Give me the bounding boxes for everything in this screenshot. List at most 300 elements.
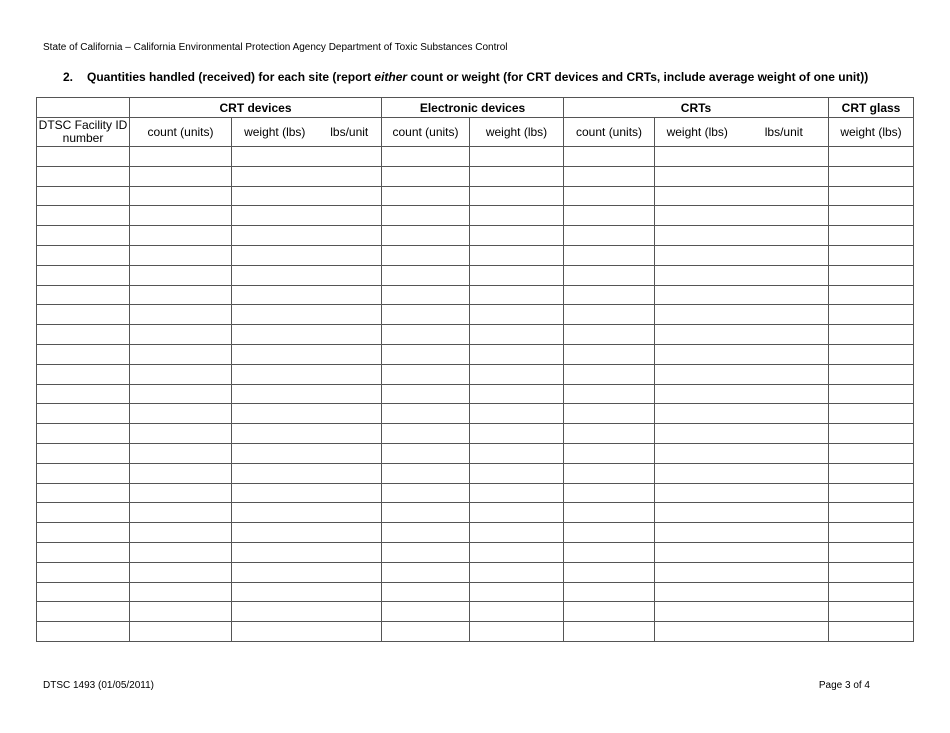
table-row	[37, 404, 914, 424]
crts-weight-cell[interactable]	[655, 226, 740, 246]
crt-devices-lbs-unit-cell[interactable]	[318, 344, 382, 364]
electronic-devices-count-cell[interactable]	[382, 364, 470, 384]
facility-id-cell[interactable]	[37, 245, 130, 265]
table-row	[37, 226, 914, 246]
crts-weight-cell[interactable]	[655, 245, 740, 265]
crts-lbs-unit-cell[interactable]	[740, 602, 829, 622]
electronic-devices-weight-cell[interactable]	[470, 384, 564, 404]
crts-lbs-unit-header: lbs/unit	[740, 118, 829, 147]
crt-glass-weight-cell[interactable]	[829, 285, 914, 305]
crts-lbs-unit-cell[interactable]	[740, 542, 829, 562]
crts-weight-cell[interactable]	[655, 602, 740, 622]
crt-glass-weight-cell[interactable]	[829, 523, 914, 543]
electronic-devices-count-cell[interactable]	[382, 582, 470, 602]
crt-glass-weight-cell[interactable]	[829, 364, 914, 384]
electronic-devices-count-cell[interactable]	[382, 344, 470, 364]
crts-count-cell[interactable]	[564, 384, 655, 404]
electronic-devices-count-cell[interactable]	[382, 226, 470, 246]
crts-count-cell[interactable]	[564, 483, 655, 503]
table-row	[37, 384, 914, 404]
crts-weight-cell[interactable]	[655, 325, 740, 345]
crt-glass-weight-cell[interactable]	[829, 404, 914, 424]
agency-header: State of California – California Environmental Protection Agency Department of Toxic Substances Control	[43, 42, 508, 53]
electronic-devices-count-cell[interactable]	[382, 523, 470, 543]
crts-weight-cell[interactable]	[655, 542, 740, 562]
crts-lbs-unit-cell[interactable]	[740, 523, 829, 543]
crt-glass-weight-cell[interactable]	[829, 226, 914, 246]
crts-count-header: count (units)	[564, 118, 655, 147]
crts-count-cell[interactable]	[564, 503, 655, 523]
crt-devices-weight-cell[interactable]	[232, 443, 318, 463]
table-row	[37, 443, 914, 463]
electronic-devices-count-cell[interactable]	[382, 443, 470, 463]
crts-count-cell[interactable]	[564, 305, 655, 325]
facility-id-cell[interactable]	[37, 166, 130, 186]
facility-id-cell[interactable]	[37, 503, 130, 523]
crts-weight-cell[interactable]	[655, 147, 740, 167]
electronic-devices-weight-cell[interactable]	[470, 206, 564, 226]
electronic-devices-weight-header: weight (lbs)	[470, 118, 564, 147]
crt-devices-weight-cell[interactable]	[232, 226, 318, 246]
crt-devices-weight-cell[interactable]	[232, 463, 318, 483]
table-row	[37, 483, 914, 503]
crts-group-header: CRTs	[564, 98, 829, 118]
crt-devices-count-cell[interactable]	[130, 424, 232, 444]
crts-weight-cell[interactable]	[655, 305, 740, 325]
facility-group-header	[37, 98, 130, 118]
crts-weight-cell[interactable]	[655, 404, 740, 424]
crt-devices-lbs-unit-cell[interactable]	[318, 542, 382, 562]
crt-devices-weight-cell[interactable]	[232, 542, 318, 562]
crt-glass-weight-cell[interactable]	[829, 483, 914, 503]
table-row	[37, 463, 914, 483]
electronic-devices-count-cell[interactable]	[382, 147, 470, 167]
electronic-devices-weight-cell[interactable]	[470, 523, 564, 543]
electronic-devices-count-cell[interactable]	[382, 404, 470, 424]
crts-weight-cell[interactable]	[655, 463, 740, 483]
crt-devices-count-cell[interactable]	[130, 562, 232, 582]
crt-devices-weight-cell[interactable]	[232, 404, 318, 424]
crt-devices-weight-cell[interactable]	[232, 285, 318, 305]
crt-glass-weight-cell[interactable]	[829, 384, 914, 404]
crts-weight-cell[interactable]	[655, 582, 740, 602]
electronic-devices-count-header: count (units)	[382, 118, 470, 147]
crts-lbs-unit-cell[interactable]	[740, 265, 829, 285]
crts-count-cell[interactable]	[564, 622, 655, 642]
electronic-devices-count-cell[interactable]	[382, 285, 470, 305]
electronic-devices-weight-cell[interactable]	[470, 503, 564, 523]
electronic-devices-count-cell[interactable]	[382, 503, 470, 523]
table-row	[37, 424, 914, 444]
electronic-devices-weight-cell[interactable]	[470, 265, 564, 285]
table-row	[37, 523, 914, 543]
section-number: 2.	[63, 70, 74, 84]
form-id: DTSC 1493 (01/05/2011)	[43, 680, 154, 691]
crts-weight-cell[interactable]	[655, 622, 740, 642]
crt-devices-count-cell[interactable]	[130, 364, 232, 384]
electronic-devices-weight-cell[interactable]	[470, 463, 564, 483]
crt-glass-weight-cell[interactable]	[829, 582, 914, 602]
crt-glass-weight-header: weight (lbs)	[829, 118, 914, 147]
page-number: Page 3 of 4	[818, 680, 870, 691]
facility-id-cell[interactable]	[37, 265, 130, 285]
crt-devices-lbs-unit-cell[interactable]	[318, 384, 382, 404]
crts-count-cell[interactable]	[564, 424, 655, 444]
crt-devices-weight-cell[interactable]	[232, 305, 318, 325]
crt-glass-weight-cell[interactable]	[829, 542, 914, 562]
electronic-devices-weight-cell[interactable]	[470, 166, 564, 186]
electronic-devices-count-cell[interactable]	[382, 463, 470, 483]
facility-id-cell[interactable]	[37, 325, 130, 345]
electronic-devices-count-cell[interactable]	[382, 325, 470, 345]
facility-id-cell[interactable]	[37, 384, 130, 404]
electronic-devices-weight-cell[interactable]	[470, 424, 564, 444]
crt-devices-weight-cell[interactable]	[232, 245, 318, 265]
facility-id-cell[interactable]	[37, 622, 130, 642]
facility-id-cell[interactable]	[37, 443, 130, 463]
entry-rows	[37, 147, 914, 642]
crt-devices-count-cell[interactable]	[130, 166, 232, 186]
crt-devices-count-cell[interactable]	[130, 265, 232, 285]
crts-count-cell[interactable]	[564, 166, 655, 186]
table-row	[37, 206, 914, 226]
crts-count-cell[interactable]	[564, 265, 655, 285]
crts-weight-cell[interactable]	[655, 265, 740, 285]
crt-devices-lbs-unit-cell[interactable]	[318, 602, 382, 622]
crts-count-cell[interactable]	[564, 602, 655, 622]
crts-lbs-unit-cell[interactable]	[740, 245, 829, 265]
crts-count-cell[interactable]	[564, 562, 655, 582]
crts-count-cell[interactable]	[564, 344, 655, 364]
crt-devices-count-cell[interactable]	[130, 503, 232, 523]
crts-lbs-unit-cell[interactable]	[740, 404, 829, 424]
electronic-devices-weight-cell[interactable]	[470, 582, 564, 602]
crt-glass-weight-cell[interactable]	[829, 443, 914, 463]
electronic-devices-weight-cell[interactable]	[470, 404, 564, 424]
table-row	[37, 503, 914, 523]
crt-devices-lbs-unit-cell[interactable]	[318, 523, 382, 543]
crts-lbs-unit-cell[interactable]	[740, 206, 829, 226]
crts-count-cell[interactable]	[564, 404, 655, 424]
electronic-devices-count-cell[interactable]	[382, 206, 470, 226]
crt-devices-lbs-unit-cell[interactable]	[318, 582, 382, 602]
table-row	[37, 147, 914, 167]
crts-lbs-unit-cell[interactable]	[740, 384, 829, 404]
electronic-devices-weight-cell[interactable]	[470, 325, 564, 345]
crt-devices-weight-cell[interactable]	[232, 364, 318, 384]
facility-id-cell[interactable]	[37, 285, 130, 305]
electronic-devices-weight-cell[interactable]	[470, 305, 564, 325]
crts-lbs-unit-cell[interactable]	[740, 443, 829, 463]
crt-devices-count-cell[interactable]	[130, 483, 232, 503]
crts-weight-cell[interactable]	[655, 285, 740, 305]
crts-lbs-unit-cell[interactable]	[740, 424, 829, 444]
table-row	[37, 305, 914, 325]
crts-lbs-unit-cell[interactable]	[740, 364, 829, 384]
crt-devices-lbs-unit-cell[interactable]	[318, 325, 382, 345]
crts-count-cell[interactable]	[564, 463, 655, 483]
electronic-devices-count-cell[interactable]	[382, 622, 470, 642]
electronic-devices-weight-cell[interactable]	[470, 562, 564, 582]
crts-weight-cell[interactable]	[655, 344, 740, 364]
crts-count-cell[interactable]	[564, 285, 655, 305]
crts-lbs-unit-cell[interactable]	[740, 325, 829, 345]
crts-lbs-unit-cell[interactable]	[740, 622, 829, 642]
crt-devices-weight-cell[interactable]	[232, 562, 318, 582]
electronic-devices-count-cell[interactable]	[382, 483, 470, 503]
electronic-devices-count-cell[interactable]	[382, 384, 470, 404]
crts-weight-cell[interactable]	[655, 424, 740, 444]
crt-devices-count-cell[interactable]	[130, 542, 232, 562]
electronic-devices-count-cell[interactable]	[382, 602, 470, 622]
facility-id-cell[interactable]	[37, 562, 130, 582]
crt-devices-count-cell[interactable]	[130, 463, 232, 483]
crt-glass-weight-cell[interactable]	[829, 166, 914, 186]
crt-glass-weight-cell[interactable]	[829, 325, 914, 345]
facility-id-cell[interactable]	[37, 226, 130, 246]
electronic-devices-weight-cell[interactable]	[470, 245, 564, 265]
facility-id-cell[interactable]	[37, 206, 130, 226]
crt-devices-weight-cell[interactable]	[232, 325, 318, 345]
crts-lbs-unit-cell[interactable]	[740, 483, 829, 503]
electronic-devices-count-cell[interactable]	[382, 265, 470, 285]
crt-devices-count-cell[interactable]	[130, 245, 232, 265]
crt-devices-lbs-unit-cell[interactable]	[318, 443, 382, 463]
crt-devices-count-cell[interactable]	[130, 186, 232, 206]
facility-id-cell[interactable]	[37, 404, 130, 424]
section-title-part-2: count or weight (for CRT devices and CRTs, include average weight of one unit))	[407, 70, 869, 84]
crts-weight-cell[interactable]	[655, 523, 740, 543]
electronic-devices-count-cell[interactable]	[382, 186, 470, 206]
quantities-table	[36, 97, 914, 642]
electronic-devices-weight-cell[interactable]	[470, 622, 564, 642]
crt-devices-weight-cell[interactable]	[232, 582, 318, 602]
crt-devices-weight-cell[interactable]	[232, 384, 318, 404]
section-title-part-1: Quantities handled (received) for each site (report	[87, 70, 375, 84]
crt-devices-count-cell[interactable]	[130, 147, 232, 167]
electronic-devices-count-cell[interactable]	[382, 245, 470, 265]
crt-glass-weight-cell[interactable]	[829, 206, 914, 226]
crt-devices-count-cell[interactable]	[130, 226, 232, 246]
crt-devices-count-header: count (units)	[130, 118, 232, 147]
crts-weight-header: weight (lbs)	[655, 118, 740, 147]
table-row	[37, 344, 914, 364]
crt-devices-count-cell[interactable]	[130, 622, 232, 642]
crt-devices-weight-cell[interactable]	[232, 503, 318, 523]
crt-glass-weight-cell[interactable]	[829, 265, 914, 285]
table-row	[37, 325, 914, 345]
electronic-devices-weight-cell[interactable]	[470, 483, 564, 503]
crts-lbs-unit-cell[interactable]	[740, 226, 829, 246]
table-row	[37, 285, 914, 305]
crt-devices-weight-cell[interactable]	[232, 622, 318, 642]
crts-count-cell[interactable]	[564, 443, 655, 463]
crt-devices-weight-header: weight (lbs)	[232, 118, 318, 147]
facility-id-cell[interactable]	[37, 305, 130, 325]
crts-weight-cell[interactable]	[655, 206, 740, 226]
crts-weight-cell[interactable]	[655, 483, 740, 503]
electronic-devices-weight-cell[interactable]	[470, 226, 564, 246]
crt-devices-count-cell[interactable]	[130, 384, 232, 404]
section-title-emphasis: either	[374, 70, 408, 84]
table-row	[37, 582, 914, 602]
facility-id-cell[interactable]	[37, 424, 130, 444]
crts-lbs-unit-cell[interactable]	[740, 503, 829, 523]
electronic-devices-weight-cell[interactable]	[470, 443, 564, 463]
facility-id-cell[interactable]	[37, 344, 130, 364]
crts-count-cell[interactable]	[564, 226, 655, 246]
crts-weight-cell[interactable]	[655, 443, 740, 463]
crt-devices-count-cell[interactable]	[130, 305, 232, 325]
crt-devices-weight-cell[interactable]	[232, 166, 318, 186]
crts-lbs-unit-cell[interactable]	[740, 147, 829, 167]
facility-id-cell[interactable]	[37, 542, 130, 562]
electronic-devices-count-cell[interactable]	[382, 424, 470, 444]
crt-devices-count-cell[interactable]	[130, 285, 232, 305]
crts-count-cell[interactable]	[564, 582, 655, 602]
crt-glass-weight-cell[interactable]	[829, 503, 914, 523]
crts-lbs-unit-cell[interactable]	[740, 305, 829, 325]
crts-weight-cell[interactable]	[655, 384, 740, 404]
crts-count-cell[interactable]	[564, 186, 655, 206]
crt-devices-lbs-unit-cell[interactable]	[318, 226, 382, 246]
crt-devices-count-cell[interactable]	[130, 582, 232, 602]
electronic-devices-weight-cell[interactable]	[470, 364, 564, 384]
crt-devices-lbs-unit-cell[interactable]	[318, 424, 382, 444]
electronic-devices-weight-cell[interactable]	[470, 542, 564, 562]
table-row	[37, 602, 914, 622]
crt-devices-lbs-unit-cell[interactable]	[318, 265, 382, 285]
crts-lbs-unit-cell[interactable]	[740, 344, 829, 364]
crts-weight-cell[interactable]	[655, 166, 740, 186]
crt-devices-weight-cell[interactable]	[232, 483, 318, 503]
crt-devices-count-cell[interactable]	[130, 325, 232, 345]
crt-devices-lbs-unit-cell[interactable]	[318, 285, 382, 305]
crt-glass-weight-cell[interactable]	[829, 245, 914, 265]
table-row	[37, 186, 914, 206]
table-row	[37, 166, 914, 186]
electronic-devices-group-header: Electronic devices	[382, 98, 564, 118]
electronic-devices-weight-cell[interactable]	[470, 344, 564, 364]
crt-devices-lbs-unit-cell[interactable]	[318, 245, 382, 265]
crt-glass-weight-cell[interactable]	[829, 562, 914, 582]
electronic-devices-weight-cell[interactable]	[470, 147, 564, 167]
crts-count-cell[interactable]	[564, 206, 655, 226]
table-row	[37, 364, 914, 384]
crt-devices-count-cell[interactable]	[130, 443, 232, 463]
electronic-devices-count-cell[interactable]	[382, 562, 470, 582]
electronic-devices-weight-cell[interactable]	[470, 285, 564, 305]
table-row	[37, 562, 914, 582]
crts-lbs-unit-cell[interactable]	[740, 166, 829, 186]
crt-devices-count-cell[interactable]	[130, 523, 232, 543]
crts-weight-cell[interactable]	[655, 364, 740, 384]
crt-glass-weight-cell[interactable]	[829, 344, 914, 364]
electronic-devices-count-cell[interactable]	[382, 542, 470, 562]
crt-devices-weight-cell[interactable]	[232, 186, 318, 206]
facility-id-cell[interactable]	[37, 483, 130, 503]
crts-count-cell[interactable]	[564, 325, 655, 345]
crt-glass-weight-cell[interactable]	[829, 186, 914, 206]
crt-devices-lbs-unit-header: lbs/unit	[318, 118, 382, 147]
crt-glass-group-header: CRT glass	[829, 98, 914, 118]
crts-count-cell[interactable]	[564, 245, 655, 265]
crts-weight-cell[interactable]	[655, 186, 740, 206]
crt-devices-weight-cell[interactable]	[232, 206, 318, 226]
crt-devices-weight-cell[interactable]	[232, 265, 318, 285]
crts-weight-cell[interactable]	[655, 562, 740, 582]
crt-devices-lbs-unit-cell[interactable]	[318, 166, 382, 186]
crts-lbs-unit-cell[interactable]	[740, 463, 829, 483]
crt-devices-count-cell[interactable]	[130, 344, 232, 364]
crt-devices-lbs-unit-cell[interactable]	[318, 305, 382, 325]
crt-devices-lbs-unit-cell[interactable]	[318, 364, 382, 384]
crts-weight-cell[interactable]	[655, 503, 740, 523]
crt-devices-lbs-unit-cell[interactable]	[318, 206, 382, 226]
crt-glass-weight-cell[interactable]	[829, 147, 914, 167]
crt-devices-lbs-unit-cell[interactable]	[318, 463, 382, 483]
crt-devices-weight-cell[interactable]	[232, 424, 318, 444]
crt-devices-group-header: CRT devices	[130, 98, 382, 118]
crts-count-cell[interactable]	[564, 364, 655, 384]
crts-count-cell[interactable]	[564, 147, 655, 167]
crt-devices-count-cell[interactable]	[130, 206, 232, 226]
crt-glass-weight-cell[interactable]	[829, 622, 914, 642]
crt-devices-lbs-unit-cell[interactable]	[318, 622, 382, 642]
crt-devices-weight-cell[interactable]	[232, 147, 318, 167]
facility-id-cell[interactable]	[37, 582, 130, 602]
crt-devices-lbs-unit-cell[interactable]	[318, 503, 382, 523]
facility-id-cell[interactable]	[37, 147, 130, 167]
crts-lbs-unit-cell[interactable]	[740, 186, 829, 206]
crt-devices-lbs-unit-cell[interactable]	[318, 562, 382, 582]
crt-devices-lbs-unit-cell[interactable]	[318, 483, 382, 503]
crt-devices-count-cell[interactable]	[130, 404, 232, 424]
crt-glass-weight-cell[interactable]	[829, 602, 914, 622]
crt-devices-lbs-unit-cell[interactable]	[318, 147, 382, 167]
crt-glass-weight-cell[interactable]	[829, 463, 914, 483]
electronic-devices-weight-cell[interactable]	[470, 602, 564, 622]
table-row	[37, 265, 914, 285]
facility-id-cell[interactable]	[37, 523, 130, 543]
crt-glass-weight-cell[interactable]	[829, 305, 914, 325]
facility-id-cell[interactable]	[37, 364, 130, 384]
electronic-devices-count-cell[interactable]	[382, 166, 470, 186]
crts-count-cell[interactable]	[564, 542, 655, 562]
table-row	[37, 542, 914, 562]
facility-id-cell[interactable]	[37, 186, 130, 206]
section-title	[63, 70, 868, 84]
electronic-devices-weight-cell[interactable]	[470, 186, 564, 206]
crts-count-cell[interactable]	[564, 523, 655, 543]
facility-id-cell[interactable]	[37, 463, 130, 483]
crt-devices-weight-cell[interactable]	[232, 602, 318, 622]
crts-lbs-unit-cell[interactable]	[740, 562, 829, 582]
facility-id-column-header: DTSC Facility ID number	[37, 118, 130, 147]
crt-devices-lbs-unit-cell[interactable]	[318, 186, 382, 206]
crts-lbs-unit-cell[interactable]	[740, 582, 829, 602]
crt-devices-weight-cell[interactable]	[232, 523, 318, 543]
crt-glass-weight-cell[interactable]	[829, 424, 914, 444]
electronic-devices-count-cell[interactable]	[382, 305, 470, 325]
crts-lbs-unit-cell[interactable]	[740, 285, 829, 305]
table-row	[37, 245, 914, 265]
crt-devices-lbs-unit-cell[interactable]	[318, 404, 382, 424]
crt-devices-weight-cell[interactable]	[232, 344, 318, 364]
table-row	[37, 622, 914, 642]
crt-devices-count-cell[interactable]	[130, 602, 232, 622]
facility-id-cell[interactable]	[37, 602, 130, 622]
